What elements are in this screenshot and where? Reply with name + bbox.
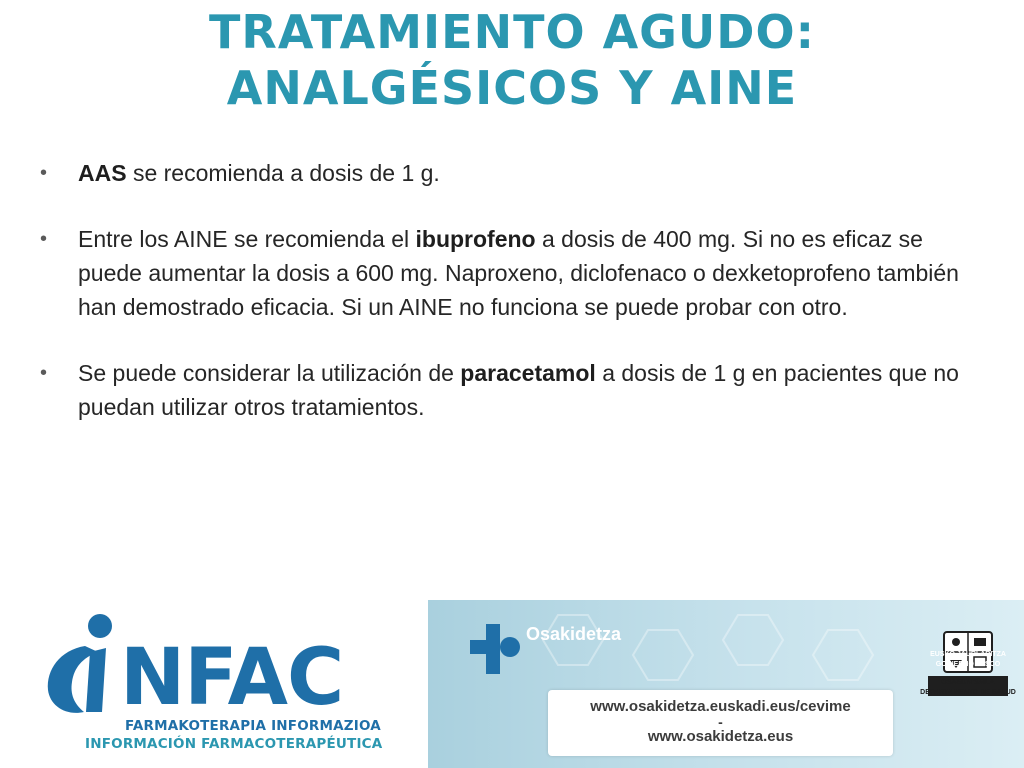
slide-title-line-1: TRATAMIENTO AGUDO: xyxy=(209,5,815,59)
infac-wordmark: NFAC xyxy=(120,633,344,723)
infac-subtitle-spanish: INFORMACIÓN FARMACOTERAPÉUTICA xyxy=(85,736,383,752)
bullet-dot-icon: • xyxy=(40,362,48,384)
bullet-dot-icon: • xyxy=(40,162,48,184)
url-osakidetza-link[interactable]: www.osakidetza.eus xyxy=(647,728,794,745)
bullet-keyword: ibuprofeno xyxy=(415,226,536,252)
gobierno-line-basque: EUSKO JAURLARITZA xyxy=(930,651,1006,658)
bullet-item-paracetamol xyxy=(40,356,990,424)
url-cevime-link[interactable]: www.osakidetza.euskadi.eus/cevime xyxy=(590,698,851,715)
bullet-text-pre: Entre los AINE se recomienda el xyxy=(78,226,416,252)
osakidetza-cross-icon xyxy=(468,622,524,678)
bullet-keyword: AAS xyxy=(78,160,127,186)
slide-title xyxy=(0,4,1024,116)
bullet-item-aas xyxy=(40,156,990,190)
bullet-dot-icon: • xyxy=(40,228,48,250)
url-separator: - xyxy=(718,714,723,730)
department-line-basque: OSASUN SAILA xyxy=(941,679,995,686)
department-line-spanish: DEPARTAMENTO DE SALUD xyxy=(920,689,1016,696)
infac-i-icon xyxy=(40,608,130,718)
infac-subtitle-basque: FARMAKOTERAPIA INFORMAZIOA xyxy=(125,718,381,734)
bullet-text-pre: Se puede considerar la utilización de xyxy=(78,360,461,386)
bullet-text-post: se recomienda a dosis de 1 g. xyxy=(126,160,440,186)
bullet-list xyxy=(40,156,990,456)
slide-title-line-2: ANALGÉSICOS Y AINE xyxy=(226,61,798,115)
bullet-item-ibuprofeno xyxy=(40,222,990,324)
bullet-keyword: paracetamol xyxy=(460,360,596,386)
osakidetza-banner xyxy=(428,600,1024,768)
osakidetza-name: Osakidetza xyxy=(526,624,622,644)
bullet-text-post: a dosis de 1 g en pacientes que no puedan utilizar otros tratamientos. xyxy=(78,360,959,420)
url-box xyxy=(548,690,893,756)
gobierno-line-spanish: GOBIERNO VASCO xyxy=(935,661,1001,668)
bullet-text-post: a dosis de 400 mg. Si no es eficaz se puede aumentar la dosis a 600 mg. Naproxeno, diclofenaco o dexketoprofeno también han demostrado eficacia. Si un AINE no funciona se puede probar con otro. xyxy=(78,226,959,320)
infac-logo xyxy=(40,608,385,758)
